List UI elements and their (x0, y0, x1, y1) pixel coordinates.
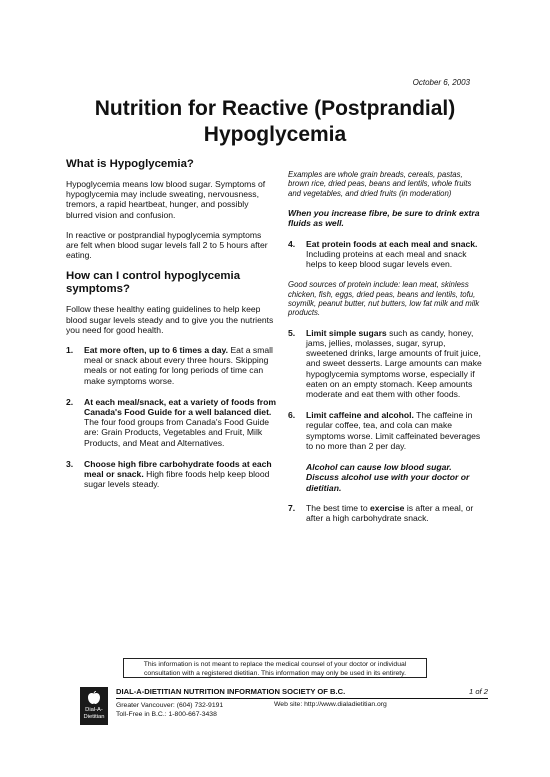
item-number: 1. (66, 345, 74, 356)
heading-what-is: What is Hypoglycemia? (66, 158, 194, 170)
logo-text: Dial-A-Dietitian (83, 707, 105, 720)
fibre-fluids-note: When you increase fibre, be sure to drink extra fluids as well. (288, 208, 480, 229)
item-heading: Limit caffeine and alcohol. (306, 410, 414, 421)
item-text: The caffeine in regular coffee, tea, and cola can make symptoms worse. Limit caffeinated beverages to no more than 2 per day. (306, 410, 481, 451)
logo (80, 687, 108, 725)
page-number: 1 of 2 (469, 687, 488, 696)
contact-phones (116, 701, 223, 719)
item-number: 6. (288, 410, 296, 421)
paragraph-reactive: In reactive or postprandial hypoglycemia symptoms are felt when blood sugar levels fall 2 to 5 hours after eating. (66, 229, 268, 261)
list-item (66, 459, 276, 490)
item-heading: Eat protein foods at each meal and snack. (306, 238, 478, 249)
item-keyword: exercise (370, 502, 405, 513)
list-item (288, 239, 484, 270)
item-number: 5. (288, 327, 296, 338)
guideline-list-right-3 (288, 503, 484, 523)
item-number: 2. (66, 396, 74, 407)
item-number: 3. (66, 458, 74, 469)
item-number: 7. (288, 502, 296, 513)
guideline-list-left (66, 345, 276, 489)
list-item (288, 328, 484, 399)
website-link[interactable]: Web site: http://www.dialadietitian.org (274, 701, 387, 708)
item-heading: Eat more often, up to 6 times a day. (84, 345, 229, 356)
list-item (288, 503, 484, 523)
item-text: The four food groups from Canada's Food Guide are: Grain Products, Vegetables and Fruit, Milk Products, and Meat and Alternatives. (84, 417, 270, 448)
phone-vancouver: Greater Vancouver: (604) 732-9191 (116, 702, 224, 709)
phone-tollfree: Toll-Free in B.C.: 1-800-667-3438 (116, 711, 217, 718)
item-heading: At each meal/snack, eat a variety of foods from Canada's Food Guide for a well balanced diet. (84, 396, 276, 418)
protein-sources-note: Good sources of protein include: lean meat, skinless chicken, fish, eggs, dried peas, beans and lentils, tofu, soymilk, peanut butter, nut butters, low fat milk and milk products. (288, 280, 480, 318)
list-item (288, 410, 484, 451)
heading-how-control: How can I control hypoglycemia symptoms? (66, 270, 241, 296)
item-text: High fibre foods help keep blood sugar levels steady. (84, 469, 270, 490)
society-label: DIAL-A-DIETITIAN NUTRITION INFORMATION SOCIETY OF B.C. (116, 687, 346, 696)
item-text-post: is after a meal, or after a high carbohydrate snack. (306, 502, 474, 523)
left-column (66, 158, 276, 500)
disclaimer-box: This information is not meant to replace the medical counsel of your doctor or individual consultation with a registered dietitian. This information may only be used in its entirety. (123, 658, 427, 678)
item-text: such as candy, honey, jams, jellies, molasses, sugar, syrup, sweetened drinks, large amounts of fruit juice, and sweet desserts. Large amounts can make hypoglycemia symptoms worse, especially if eaten on an empty stomach. Keep amounts moderate and eat them with other foods. (306, 327, 482, 400)
guideline-list-right-2 (288, 328, 484, 451)
apple-icon (87, 691, 101, 705)
item-number: 4. (288, 238, 296, 249)
item-heading: Limit simple sugars (306, 327, 387, 338)
page-title: Nutrition for Reactive (Postprandial) Hypoglycemia (94, 97, 456, 146)
right-column (288, 170, 484, 534)
list-item (66, 397, 276, 448)
item-heading: Choose high fibre carbohydrate foods at each meal or snack. (84, 458, 272, 480)
list-item (66, 345, 276, 386)
paragraph-guidelines: Follow these healthy eating guidelines to help keep blood sugar levels steady and to give you the nutrients you need for good health. (66, 304, 274, 335)
paragraph-definition: Hypoglycemia means low blood sugar. Symptoms of hypoglycemia may include sweating, nervousness, tremors, a rapid heartbeat, hunger, and possibly blurred vision and confusion. (66, 179, 266, 220)
document-date: October 6, 2003 (412, 78, 470, 87)
alcohol-note: Alcohol can cause low blood sugar. Discuss alcohol use with your doctor or dietitian. (306, 462, 470, 493)
item-text-pre: The best time to (306, 502, 368, 513)
item-text: Including proteins at each meal and snack helps to keep blood sugar levels even. (306, 248, 467, 270)
society-name (116, 687, 488, 699)
guideline-list-right (288, 239, 484, 270)
fibre-examples-note: Examples are whole grain breads, cereals, pastas, brown rice, dried peas, beans and lentils, whole fruits and vegetables, and dried fruits (in moderation) (288, 170, 472, 198)
item-text: Eat a small meal or snack about every three hours. Skipping meals or not eating for long periods of time can make symptoms worse. (84, 345, 273, 386)
